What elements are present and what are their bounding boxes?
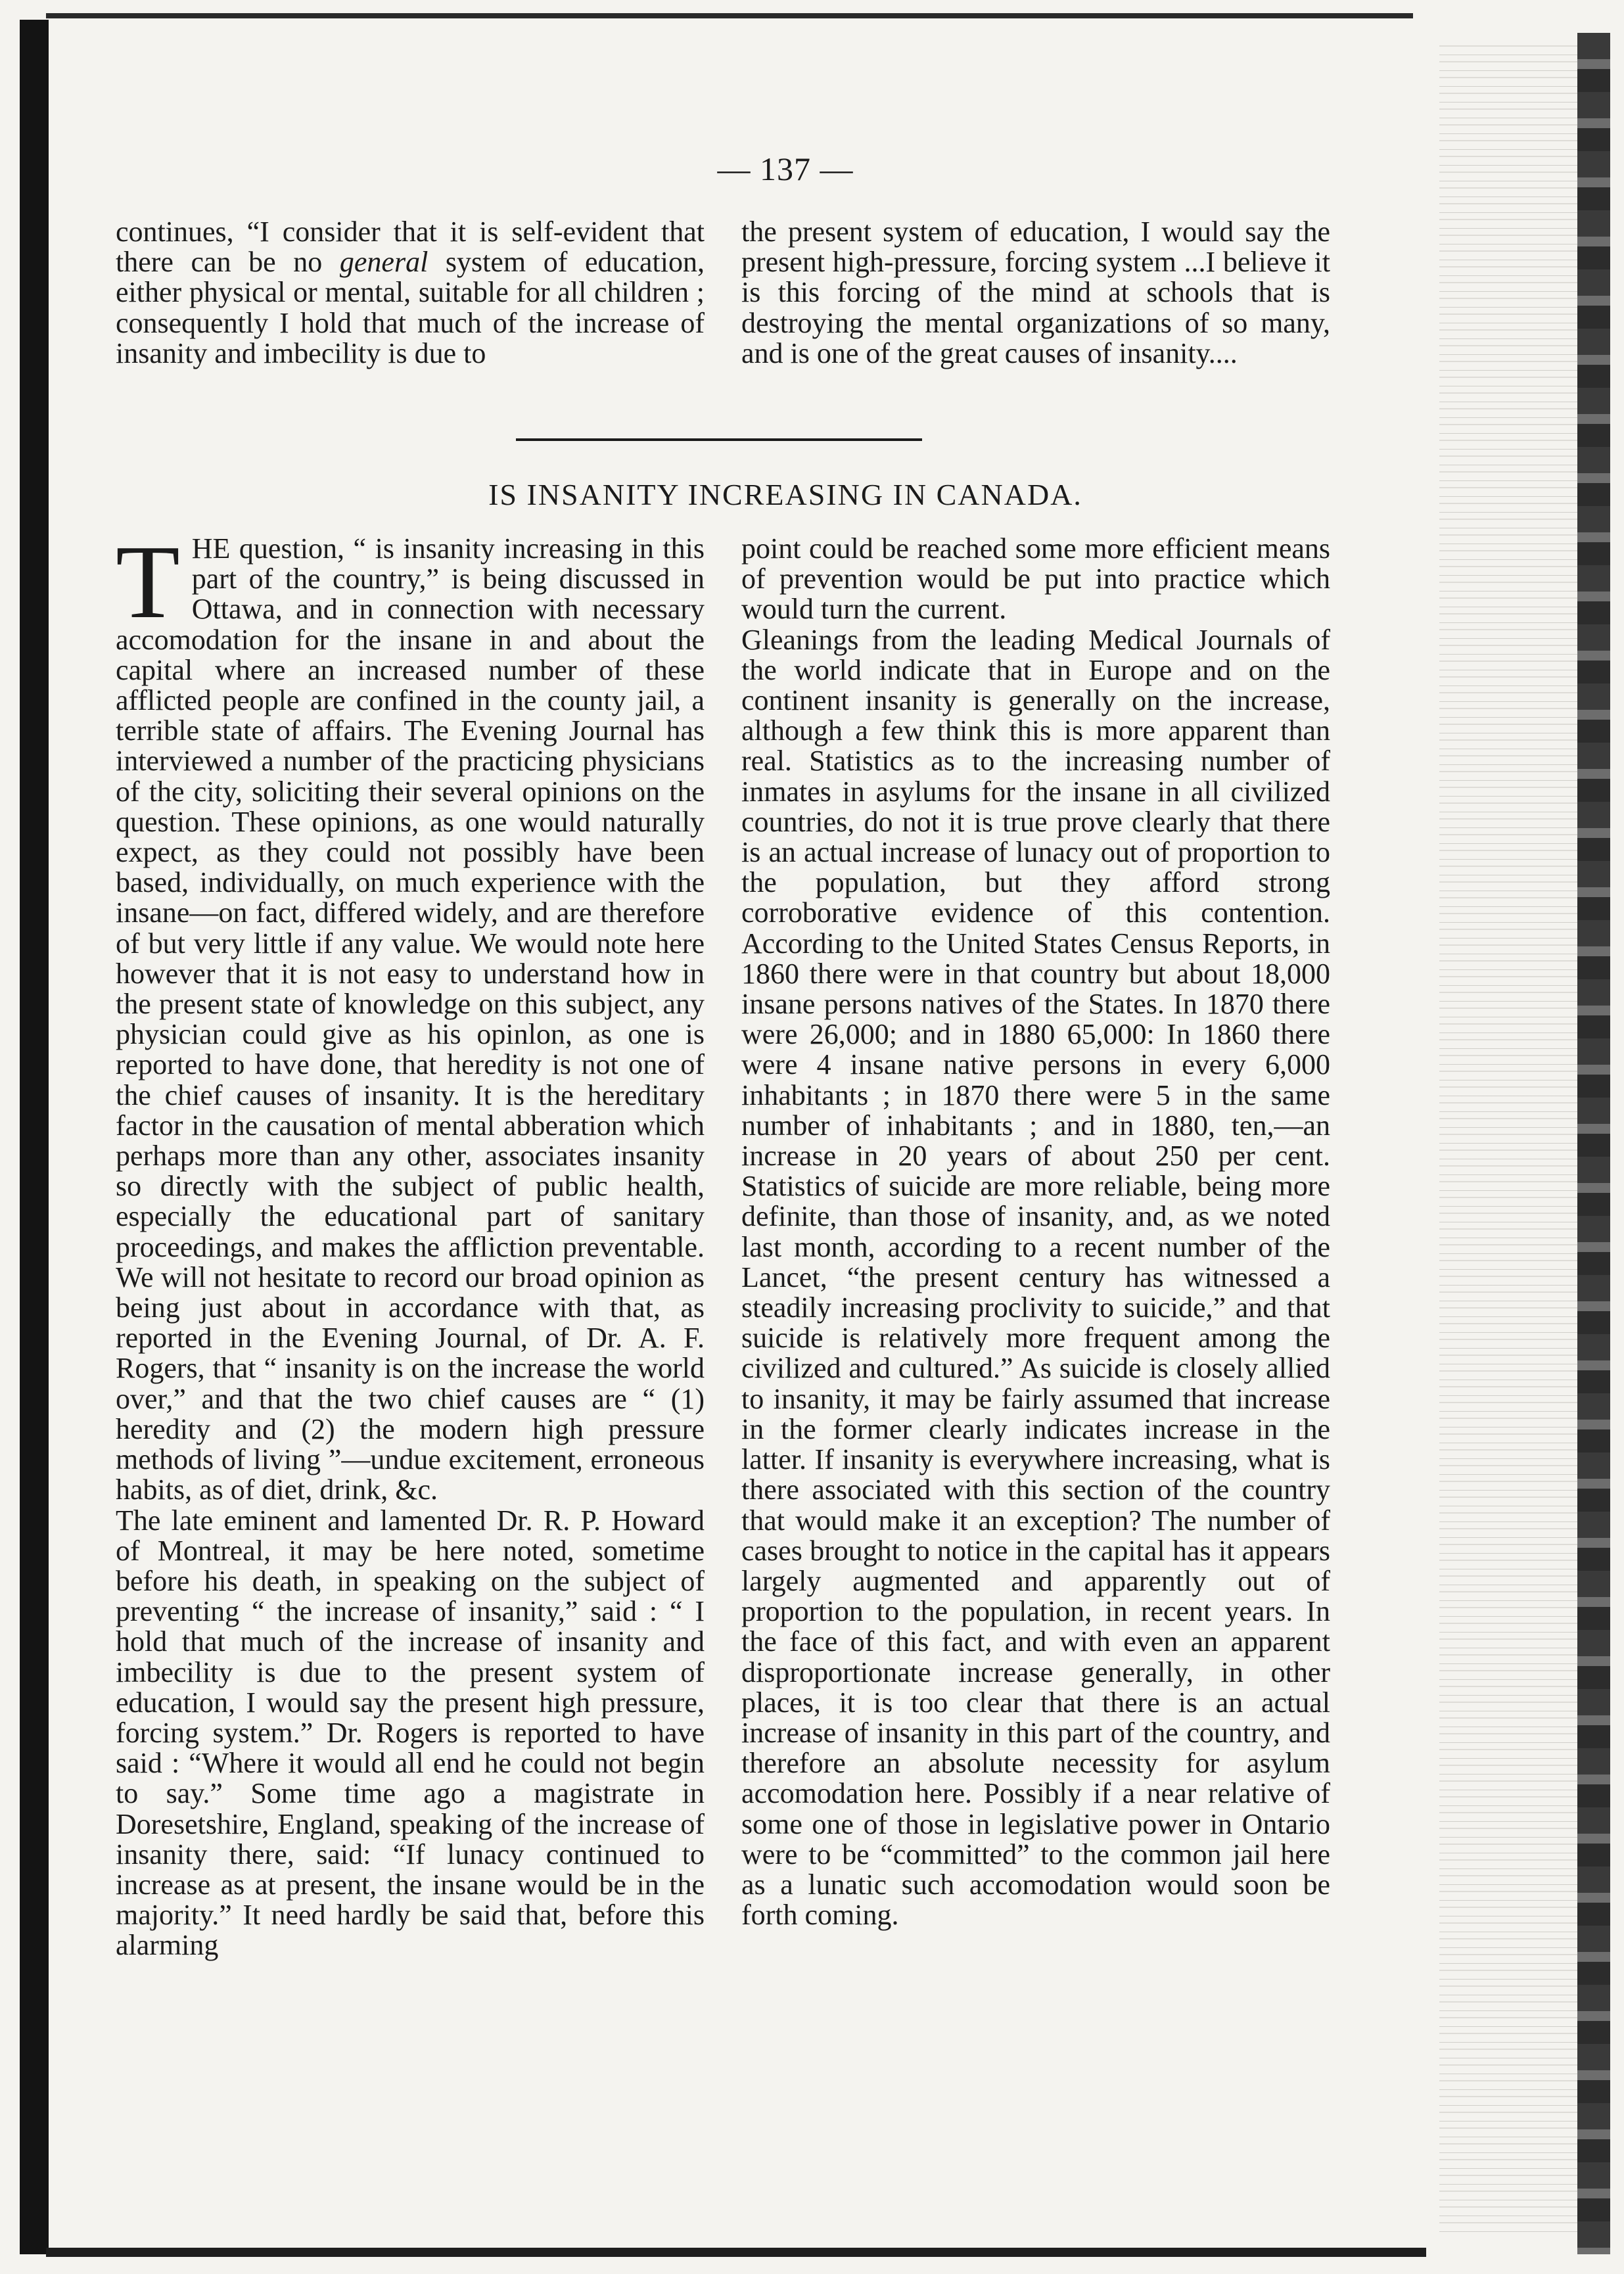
page-number: — 137 — bbox=[717, 151, 854, 187]
top-right-paragraph: the present system of education, I would say the present high-pressure, forcing system ...I believe it is this forcing of the mind at schools that is destroying the mental organizations of so many, and is one of the great causes of insanity.... bbox=[741, 216, 1330, 369]
article-paragraph: point could be reached some more efficient means of prevention would be put into practice which would turn the current. bbox=[741, 532, 1330, 626]
article-paragraph: The late eminent and lamented Dr. R. P. Howard of Montreal, it may be here noted, sometime before his death, in speaking on the subject of preventing “ the increase of insanity,” said : “ I hold that much of the increase of insanity and imbecility is due to the present system of education, I would say the present high pressure, forcing system.” Dr. Rogers is reported to have said : “Where it would all end he could not begin to say.” Some time ago a magistrate in Doresetshire, England, speaking of the increase of insanity there, said: “If lunacy continued to increase as at present, the insane would be in the majority.” It need hardly be said that, before this alarming bbox=[116, 1504, 705, 1962]
article-title: IS INSANITY INCREASING IN CANADA. bbox=[488, 478, 1082, 511]
top-left-column bbox=[116, 217, 705, 369]
drop-cap: T bbox=[116, 523, 180, 640]
top-left-suffix: system of education, either physical or mental, suitable for all children ; consequently I hold that much of the increase of insanity and imbecility is due to bbox=[116, 246, 705, 369]
article-paragraph: Gleanings from the leading Medical Journals of the world indicate that in Europe and on the continent insanity is generally on the increase, although a few think this is more apparent than real. Statistics as to the increasing number of inmates in asylums for the insane in all civilized countries, do not it is true prove clearly that there is an actual increase of lunacy out of proportion to the population, but they afford strong corroborative evidence of this contention. According to the United States Census Reports, in 1860 there were in that country but about 18,000 insane persons natives of the States. In 1870 there were 26,000; and in 1880 65,000: In 1860 there were 4 insane native persons in every 6,000 inhabitants ; in 1870 there were 5 in the same number of inhabitants ; and in 1880, ten,—an increase in 20 years of about 250 per cent. Statistics of suicide are more reliable, being more definite, than those of insanity, and, as we noted last month, according to a recent number of the Lancet, “the present century has witnessed a steadily increasing proclivity to suicide,” and that suicide is relatively more frequent among the civilized and cultured.” As suicide is closely allied to insanity, it may be fairly assumed that increase in the former clearly indicates increase in the latter. If insanity is everywhere increasing, what is there associated with this section of the country that would make it an exception? The number of cases brought to notice in the capital has it appears largely augmented and apparently out of proportion to the population, in recent years. In the face of this fact, and with even an apparent disproportionate increase generally, in other places, it is too clear that there is an actual increase of insanity in this part of the country, and therefore an absolute necessity for asylum accomodation here. Possibly if a near relative of some one of those in legislative power in Ontario were to be “committed” to the common jail here as a lunatic such accomodation would soon be forth coming. bbox=[741, 623, 1330, 1932]
article-right-column bbox=[741, 534, 1330, 1930]
scan-edge-bottom bbox=[46, 2248, 1426, 2257]
top-left-emphasis: general bbox=[339, 246, 429, 279]
section-divider bbox=[516, 438, 922, 441]
top-left-paragraph bbox=[116, 217, 705, 369]
article-left-column bbox=[116, 523, 705, 1962]
article-left-p1-text: HE question, “ is insanity increasing in this part of the country,” is being discussed in Ottawa, and in connection with necessary accomodation for the insane in and about the capital where an increased number of these afflicted people are confined in the county jail, a terrible state of affairs. The Evening Journal has interviewed a number of the practicing physicians of the city, soliciting their several opinions on the question. These opinions, as one would naturally expect, as they could not possibly have been based, individually, on much experience with the insane—on fact, differed widely, and are therefore of but very little if any value. We would note here however that it is not easy to understand how in the present state of knowledge on this subject, any physician could give as his opinlon, as one is reported to have done, that heredity is not one of the chief causes of insanity. It is the hereditary factor in the causation of mental abberation which perhaps more than any other, associates insanity so directly with the subject of public health, especially the educational part of sanitary proceedings, and makes the affliction preventable. We will not hesitate to record our broad opinion as being just about in accordance with that, as reported in the Evening Journal, of Dr. A. F. Rogers, that “ insanity is on the increase the world over,” and that the two chief causes are “ (1) heredity and (2) the modern high pressure methods of living ”—undue excitement, erroneous habits, as of diet, drink, &c. bbox=[116, 532, 705, 1506]
article-paragraph bbox=[116, 523, 705, 1506]
top-right-column bbox=[741, 217, 1330, 369]
scan-edge-left bbox=[20, 20, 49, 2254]
scan-edge-top bbox=[46, 13, 1413, 18]
scan-margin-bar bbox=[1577, 33, 1610, 2254]
top-left-prefix: continues, “I consider that it is self-evident that there can be no bbox=[116, 216, 705, 279]
